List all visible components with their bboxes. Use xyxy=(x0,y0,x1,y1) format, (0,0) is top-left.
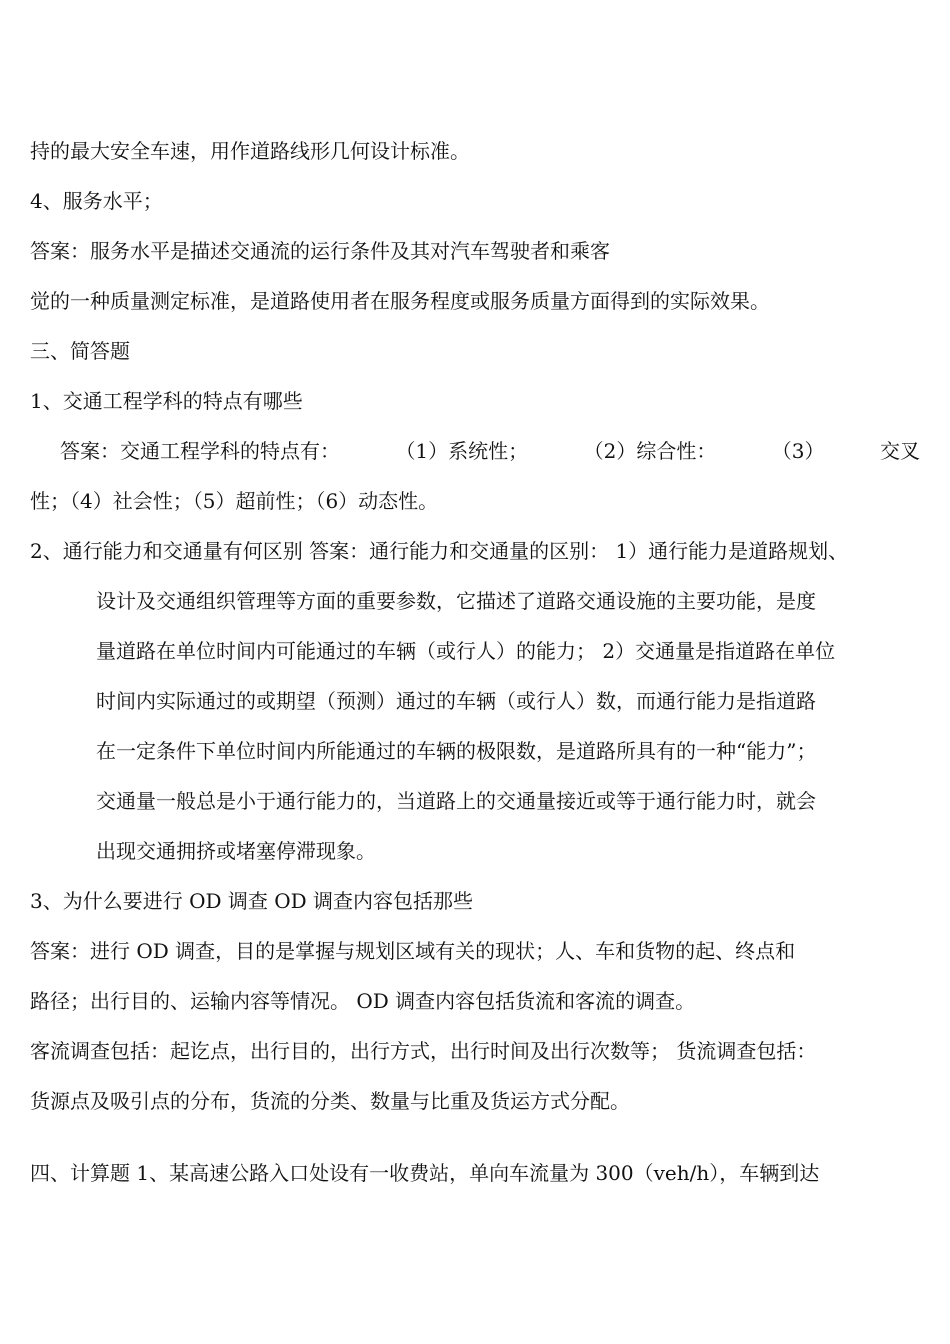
answer-line: 答案：服务水平是描述交通流的运行条件及其对汽车驾驶者和乘客 xyxy=(30,239,610,263)
question-heading: 3、为什么要进行 OD 调查 OD 调查内容包括那些 xyxy=(30,889,474,913)
text-line: 交通量一般总是小于通行能力的，当道路上的交通量接近或等于通行能力时，就会 xyxy=(96,789,816,813)
text-line: 出现交通拥挤或堵塞停滞现象。 xyxy=(96,839,376,863)
text-line: 觉的一种质量测定标准，是道路使用者在服务程度或服务质量方面得到的实际效果。 xyxy=(30,289,770,313)
section-heading: 三、简答题 xyxy=(30,339,130,363)
answer-line: 答案：进行 OD 调查，目的是掌握与规划区域有关的现状；人、车和货物的起、终点和 xyxy=(30,939,796,963)
answer-part: （3） xyxy=(771,439,825,463)
text-line: 性；（4）社会性；（5）超前性；（6）动态性。 xyxy=(30,489,439,513)
text-line: 量道路在单位时间内可能通过的车辆（或行人）的能力； 2）交通量是指道路在单位 xyxy=(96,639,836,663)
text-line: 在一定条件下单位时间内所能通过的车辆的极限数，是道路所具有的一种“能力”； xyxy=(96,739,817,763)
text-line: 设计及交通组织管理等方面的重要参数，它描述了道路交通设施的主要功能，是度 xyxy=(96,589,816,613)
text-line: 客流调查包括：起讫点，出行目的，出行方式，出行时间及出行次数等； 货流调查包括： xyxy=(30,1039,817,1063)
question-heading: 1、交通工程学科的特点有哪些 xyxy=(30,389,303,413)
text-line: 持的最大安全车速，用作道路线形几何设计标准。 xyxy=(30,139,470,163)
question-heading: 4、服务水平； xyxy=(30,189,163,213)
question-heading: 2、通行能力和交通量有何区别 答案：通行能力和交通量的区别： 1）通行能力是道路规划、 xyxy=(30,539,849,563)
answer-line xyxy=(60,439,920,463)
answer-part: （1）系统性； xyxy=(395,439,529,463)
text-line: 路径；出行目的、运输内容等情况。 OD 调查内容包括货流和客流的调查。 xyxy=(30,989,696,1013)
answer-part: 交叉 xyxy=(879,439,920,463)
text-line: 时间内实际通过的或期望（预测）通过的车辆（或行人）数，而通行能力是指道路 xyxy=(96,689,816,713)
section-heading: 四、计算题 1、某高速公路入口处设有一收费站，单向车流量为 300（veh/h），车辆到达 xyxy=(30,1161,820,1185)
text-line: 货源点及吸引点的分布，货流的分类、数量与比重及货运方式分配。 xyxy=(30,1089,630,1113)
answer-part: （2）综合性： xyxy=(583,439,717,463)
answer-part: 答案：交通工程学科的特点有： xyxy=(60,439,340,463)
